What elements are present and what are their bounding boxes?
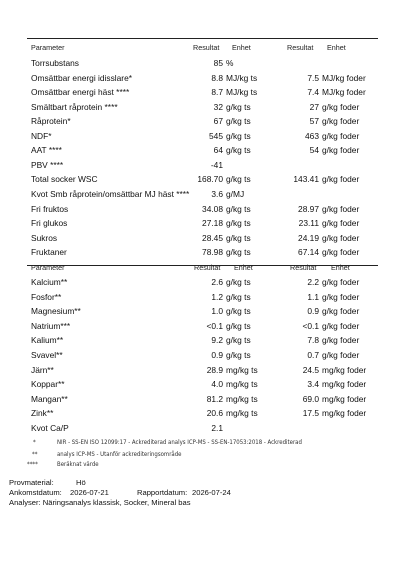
unit-foder: g/kg foder xyxy=(322,232,360,243)
unit-foder: MJ/kg foder xyxy=(322,72,366,83)
unit-ts: g/kg ts xyxy=(226,350,251,360)
unit-ts: g/kg ts xyxy=(226,116,251,127)
result-foder: 143.41 xyxy=(293,174,319,185)
parameter-name: Omsättbar energi idisslare* xyxy=(31,72,133,83)
result-ts: 67 xyxy=(213,116,223,127)
result-ts: -41 xyxy=(210,159,223,170)
result-foder: 23.11 xyxy=(298,218,319,229)
unit-ts: g/kg ts xyxy=(226,306,251,317)
result-foder: 7.8 xyxy=(307,335,319,346)
result-ts: 4.0 xyxy=(211,379,223,390)
result-ts: 8.7 xyxy=(211,87,223,98)
parameter-name: Smältbart råprotein **** xyxy=(31,101,118,112)
unit-foder: mg/kg foder xyxy=(322,364,367,375)
header-parameter: Parameter xyxy=(31,43,65,52)
parameter-name: Total socker WSC xyxy=(31,174,98,185)
unit-ts: g/kg ts xyxy=(226,130,251,141)
unit-ts: mg/kg ts xyxy=(226,408,258,419)
result-ts: 28.45 xyxy=(202,232,223,243)
unit-foder: g/kg foder xyxy=(322,350,360,360)
result-foder: 67.14 xyxy=(298,247,319,258)
table-row xyxy=(0,347,407,363)
result-foder: 0.7 xyxy=(307,350,319,360)
unit-ts: g/kg ts xyxy=(226,232,251,243)
table-row xyxy=(0,289,407,305)
result-foder: 3.4 xyxy=(307,379,319,390)
table-row xyxy=(0,274,407,290)
parameter-name: Fosfor** xyxy=(31,291,62,302)
parameter-name: Kalium** xyxy=(31,335,64,346)
unit-foder: g/kg foder xyxy=(322,306,360,317)
legend-symbol: **** xyxy=(27,461,38,468)
result-ts: 78.98 xyxy=(202,247,223,258)
footer-analyses-value: Näringsanalys klassisk, Socker, Mineral bas xyxy=(42,498,191,507)
footer-arrival-label: Ankomstdatum: xyxy=(9,488,62,497)
result-ts: 3.6 xyxy=(211,188,223,199)
parameter-name: Svavel** xyxy=(31,350,63,360)
header-unit-ts: Enhet xyxy=(232,43,251,52)
table-row xyxy=(0,244,407,260)
unit-ts: % xyxy=(226,58,234,68)
unit-foder: g/kg foder xyxy=(322,335,360,346)
parameter-name: Sukros xyxy=(31,232,58,243)
legend-text: Beräknat värde xyxy=(57,461,99,468)
result-ts: 32 xyxy=(213,101,223,112)
unit-foder: g/kg foder xyxy=(322,116,360,127)
legend-text: analys ICP-MS - Utanför ackrediteringsområde xyxy=(57,451,182,458)
parameter-name: Omsättbar energi häst **** xyxy=(31,87,130,98)
parameter-name: Kalcium** xyxy=(31,277,68,287)
unit-foder: g/kg foder xyxy=(322,145,360,156)
unit-ts: mg/kg ts xyxy=(226,393,258,404)
unit-foder: g/kg foder xyxy=(322,174,360,185)
unit-foder: g/kg foder xyxy=(322,203,360,214)
result-ts: 8.8 xyxy=(211,72,223,83)
parameter-name: PBV **** xyxy=(31,159,64,170)
result-foder: 17.5 xyxy=(302,408,319,419)
result-ts: 20.6 xyxy=(206,408,223,419)
unit-foder: g/kg foder xyxy=(322,130,360,141)
parameter-name: Kvot Smb råprotein/omsättbar MJ häst **** xyxy=(31,188,190,199)
header-parameter: Parameter xyxy=(31,263,65,272)
unit-ts: mg/kg ts xyxy=(226,379,258,390)
result-ts: 1.2 xyxy=(211,291,223,302)
result-ts: 2.1 xyxy=(211,423,223,433)
result-foder: 27 xyxy=(309,101,319,112)
unit-foder: mg/kg foder xyxy=(322,379,367,390)
result-ts: 34.08 xyxy=(202,203,223,214)
footer-material-value: Hö xyxy=(76,478,86,487)
parameter-name: AAT **** xyxy=(31,145,62,156)
parameter-name: Kvot Ca/P xyxy=(31,423,69,433)
legend-symbol: * xyxy=(33,439,36,446)
table-top-rule xyxy=(27,38,378,39)
parameter-name: Magnesium** xyxy=(31,306,81,317)
table-row xyxy=(0,376,407,392)
result-ts: 9.2 xyxy=(211,335,223,346)
parameter-name: Mangan** xyxy=(31,393,68,404)
unit-ts: g/kg ts xyxy=(226,218,251,229)
header-unit-foder: Enhet xyxy=(327,43,346,52)
result-ts: 1.0 xyxy=(211,306,223,317)
unit-ts: g/kg ts xyxy=(226,145,251,156)
result-foder: 28.97 xyxy=(298,203,319,214)
parameter-name: NDF* xyxy=(31,130,52,141)
result-ts: 28.9 xyxy=(206,364,223,375)
unit-foder: g/kg foder xyxy=(322,291,360,302)
table-row xyxy=(0,318,407,334)
result-foder: <0.1 xyxy=(302,320,319,331)
footer-material-label: Provmaterial: xyxy=(9,478,54,487)
unit-ts: g/kg ts xyxy=(226,320,251,331)
unit-foder: g/kg foder xyxy=(322,247,360,258)
footer-material xyxy=(9,478,86,488)
result-foder: 57 xyxy=(309,116,319,127)
unit-foder: mg/kg foder xyxy=(322,393,367,404)
header-unit-foder: Enhet xyxy=(331,263,350,272)
unit-ts: g/kg ts xyxy=(226,247,251,258)
unit-foder: g/kg foder xyxy=(322,277,360,287)
table-row xyxy=(0,303,407,319)
footer-report-value: 2026-07-24 xyxy=(192,488,231,497)
unit-ts: mg/kg ts xyxy=(226,364,258,375)
result-foder: 7.4 xyxy=(307,87,319,98)
parameter-name: Zink** xyxy=(31,408,54,419)
unit-ts: g/kg ts xyxy=(226,277,251,287)
parameter-name: Natrium*** xyxy=(31,320,71,331)
parameter-name: Fri glukos xyxy=(31,218,68,229)
legend-text: NIR - SS-EN ISO 12099:17 - Ackrediterad analys ICP-MS - SS-EN-17053:2018 - Ackrediterad xyxy=(57,439,302,446)
result-ts: 27.18 xyxy=(202,218,223,229)
result-foder: 463 xyxy=(305,130,319,141)
unit-ts: g/kg ts xyxy=(226,291,251,302)
unit-foder: g/kg foder xyxy=(322,320,360,331)
result-foder: 2.2 xyxy=(307,277,319,287)
header-result-ts: Resultat xyxy=(194,263,221,272)
unit-ts: g/kg ts xyxy=(226,203,251,214)
result-foder: 69.0 xyxy=(302,393,319,404)
unit-ts: g/kg ts xyxy=(226,101,251,112)
parameter-name: Järn** xyxy=(31,364,54,375)
result-foder: 7.5 xyxy=(307,72,319,83)
footer-analyses xyxy=(9,498,191,508)
unit-ts: g/kg ts xyxy=(226,335,251,346)
result-foder: 24.19 xyxy=(298,232,319,243)
parameter-name: Fri fruktos xyxy=(31,203,69,214)
header-unit-ts: Enhet xyxy=(234,263,253,272)
result-ts: 81.2 xyxy=(206,393,223,404)
parameter-name: Råprotein* xyxy=(31,116,71,127)
header-result-ts: Resultat xyxy=(193,43,220,52)
table-row xyxy=(0,420,407,436)
result-foder: 1.1 xyxy=(307,291,319,302)
parameter-name: Torrsubstans xyxy=(31,58,79,68)
result-foder: 24.5 xyxy=(302,364,319,375)
table-row xyxy=(0,362,407,378)
result-foder: 0.9 xyxy=(307,306,319,317)
footer-analyses-label: Analyser: xyxy=(9,498,41,507)
table-row xyxy=(0,405,407,421)
result-ts: 168.70 xyxy=(197,174,223,185)
unit-ts: g/kg ts xyxy=(226,174,251,185)
header-result-foder: Resultat xyxy=(287,43,314,52)
table1-header xyxy=(0,40,407,56)
legend-row-1 xyxy=(0,437,407,449)
result-ts: 545 xyxy=(209,130,223,141)
result-ts: <0.1 xyxy=(206,320,223,331)
unit-ts: MJ/kg ts xyxy=(226,72,258,83)
footer-arrival-value: 2026-07-21 xyxy=(70,488,109,497)
table-row xyxy=(0,332,407,348)
unit-foder: MJ/kg foder xyxy=(322,87,366,98)
header-result-foder: Resultat xyxy=(290,263,317,272)
unit-ts: MJ/kg ts xyxy=(226,87,258,98)
parameter-name: Koppar** xyxy=(31,379,65,390)
result-ts: 0.9 xyxy=(211,350,223,360)
result-foder: 54 xyxy=(309,145,319,156)
unit-foder: g/kg foder xyxy=(322,101,360,112)
unit-foder: mg/kg foder xyxy=(322,408,367,419)
legend-row-3 xyxy=(0,459,407,471)
result-ts: 2.6 xyxy=(211,277,223,287)
footer-dates xyxy=(9,488,309,498)
result-ts: 85 xyxy=(213,58,223,68)
unit-foder: g/kg foder xyxy=(322,218,360,229)
unit-ts: g/MJ xyxy=(226,188,245,199)
footer-report-label: Rapportdatum: xyxy=(137,488,188,497)
legend-symbol: ** xyxy=(32,451,38,458)
parameter-name: Fruktaner xyxy=(31,247,67,258)
result-ts: 64 xyxy=(213,145,223,156)
table-row xyxy=(0,391,407,407)
